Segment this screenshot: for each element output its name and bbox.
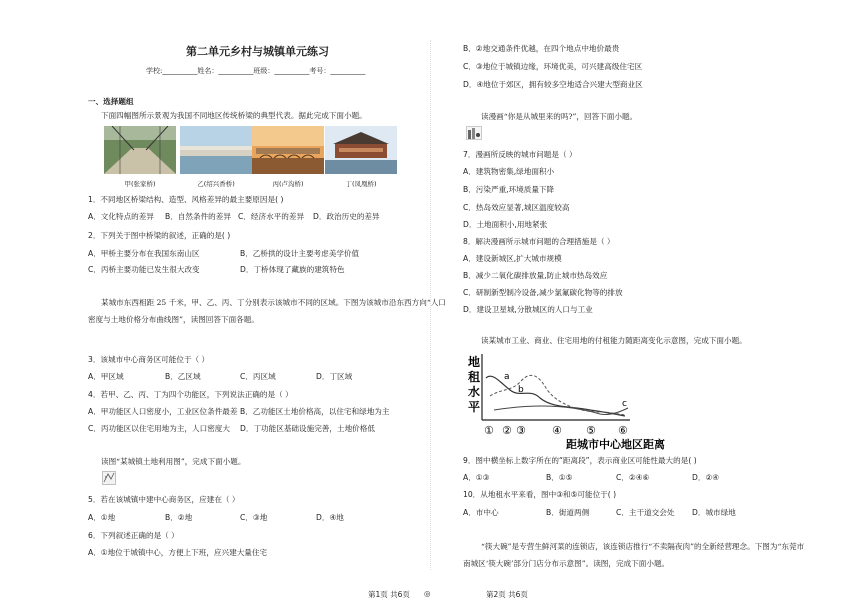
- y-label-char-3: 水: [468, 385, 481, 399]
- intro-cartoon: 读漫画“你是从城里来的吗?”，回答下面小题。: [481, 112, 638, 121]
- question-8-option-d[interactable]: D．建设卫星城,分散城区的人口与工业: [463, 305, 593, 314]
- question-2-option-c[interactable]: C．丙桥主要功能已发生很大改变: [88, 265, 200, 274]
- bridge-photo-bing: [252, 126, 324, 174]
- intro-city-line1: 某城市东西相距 25 千米，甲、乙、丙、丁分别表示该城市不同的区域。下图为该城市沿东西方向“人口: [101, 298, 446, 307]
- question-3-option-d[interactable]: D．丁区域: [316, 372, 353, 381]
- x-tick-1: ①: [484, 424, 494, 437]
- question-10-option-b[interactable]: B．街道两侧: [546, 508, 590, 517]
- bid-rent-diagram: [460, 352, 690, 450]
- question-2-option-d[interactable]: D．丁桥体现了藏族的建筑特色: [240, 265, 345, 274]
- question-3-option-a[interactable]: A．甲区域: [88, 372, 124, 381]
- question-5-option-c[interactable]: C．③地: [240, 513, 268, 522]
- question-7-stem: 7．漫画所反映的城市问题是（ ）: [463, 150, 577, 159]
- question-7-option-c[interactable]: C．热岛效应显著,城区温度较高: [463, 203, 570, 212]
- curve-label-b: b: [518, 385, 524, 395]
- question-1-option-c[interactable]: C．经济水平的差异: [238, 212, 305, 221]
- page-title: 第二单元乡村与城镇单元练习: [186, 45, 329, 58]
- question-9-option-d[interactable]: D．②④: [692, 473, 720, 482]
- y-label-char-2: 租: [468, 370, 481, 384]
- question-1-option-b[interactable]: B．自然条件的差异: [165, 212, 231, 221]
- question-5-stem: 5．若在该城镇中建中心商务区，应建在（ ）: [88, 495, 240, 504]
- question-8-option-a[interactable]: A．建设新城区,扩大城市规模: [463, 254, 562, 263]
- question-4-option-d[interactable]: D．丁功能区基础设施完善，土地价格低: [240, 424, 375, 433]
- question-7-option-d[interactable]: D．土地面积小,用地紧张: [463, 220, 548, 229]
- intro-bridges: 下面四幅图所示景观为我国不同地区传统桥梁的典型代表。据此完成下面小题。: [101, 111, 367, 120]
- question-9-option-a[interactable]: A．①③: [463, 473, 490, 482]
- question-4-option-a[interactable]: A．甲功能区人口密度小，工业区位条件最差: [88, 407, 238, 416]
- question-10-stem: 10．从地租水平来看，图中③和⑤可能位于( ): [463, 490, 617, 499]
- question-6-option-a[interactable]: A．①地位于城镇中心，方便上下班，应兴建大量住宅: [88, 548, 268, 557]
- question-8-stem: 8．解决漫画所示城市问题的合理措施是（ ）: [463, 237, 615, 246]
- cartoon-thumbnail-icon: [466, 125, 482, 139]
- photo-caption-jia: 甲(张家桥): [124, 180, 156, 188]
- land-use-map-thumbnail-icon: [102, 470, 116, 484]
- question-2-option-a[interactable]: A．甲桥主要分布在我国东南山区: [88, 249, 200, 258]
- page-number-right: 第2页 共6页: [486, 590, 528, 599]
- y-label-char-4: 平: [468, 400, 481, 414]
- question-6-stem: 6．下列叙述正确的是（ ）: [88, 531, 179, 540]
- question-6-option-d[interactable]: D．④地位于郊区，拥有较多空地适合兴建大型商业区: [463, 80, 643, 89]
- curve-b: [490, 375, 625, 415]
- question-4-stem: 4．若甲、乙、丙、丁为四个功能区，下列说法正确的是（ ）: [88, 390, 293, 399]
- question-1-stem: 1．不同地区桥梁结构、造型、风格差异的最主要原因是( ): [88, 195, 284, 204]
- question-2-option-b[interactable]: B．乙桥拱的设计主要考虑美学价值: [240, 249, 360, 258]
- question-7-option-a[interactable]: A．建筑物密集,绿地面积小: [463, 167, 555, 176]
- photo-caption-yi: 乙(绍兴香桥): [197, 180, 235, 188]
- intro-shop-line1: “筷大碗”是专营生鲜河菜的连锁店，该连锁店推行“不卖隔夜肉”的全新经营理念。下图为“东莞市: [481, 542, 805, 551]
- bridge-photo-jia: [104, 126, 176, 174]
- question-10-option-d[interactable]: D．城市绿地: [692, 508, 736, 517]
- x-tick-4: ④: [552, 424, 562, 437]
- intro-shop-line2: 南城区‘筷大碗’部分门店分布示意图”。读图，完成下面小题。: [463, 559, 670, 568]
- question-10-option-a[interactable]: A．市中心: [463, 508, 499, 517]
- binding-mark: ◎: [424, 589, 431, 598]
- question-3-option-c[interactable]: C．丙区域: [240, 372, 276, 381]
- question-9-stem: 9．图中横坐标上数字所在的“距离段”，表示商业区可能性最大的是( ): [463, 456, 697, 465]
- page-right: [430, 0, 860, 608]
- question-6-option-b[interactable]: B．②地交通条件优越，在四个地点中地价最贵: [463, 44, 620, 53]
- page-number-left: 第1页 共6页: [368, 590, 410, 599]
- x-tick-2: ②: [502, 424, 512, 437]
- question-8-option-c[interactable]: C．研制新型制冷设备,减少氯氟碳化物等的排放: [463, 288, 623, 297]
- photo-caption-ding: 丁(凤凰桥): [345, 180, 377, 188]
- question-9-option-c[interactable]: C．②④⑥: [616, 473, 650, 482]
- bridge-photo-yi: [180, 126, 252, 174]
- x-axis-label: 距城市中心地区距离: [566, 438, 665, 450]
- bridge-photo-ding: [325, 126, 397, 174]
- student-info-fields: 学校:__________姓名：__________班级：__________考号：__________: [146, 67, 366, 75]
- curve-a: [486, 376, 625, 416]
- x-tick-5: ⑤: [586, 424, 596, 437]
- question-10-option-c[interactable]: C．主干道交会处: [616, 508, 675, 517]
- intro-city-line2: 密度与土地价格分布曲线图”，读图回答下面各题。: [88, 315, 259, 324]
- question-4-option-c[interactable]: C．丙功能区以住宅用地为主，人口密度大: [88, 424, 230, 433]
- question-5-option-d[interactable]: D．④地: [316, 513, 344, 522]
- question-1-option-a[interactable]: A．文化特点的差异: [88, 212, 154, 221]
- curve-label-c: c: [622, 399, 627, 409]
- photo-caption-bing: 丙(卢沟桥): [272, 180, 304, 188]
- question-3-option-b[interactable]: B．乙区域: [165, 372, 201, 381]
- question-4-option-b[interactable]: B．乙功能区土地价格高，以住宅和绿地为主: [240, 407, 390, 416]
- question-6-option-c[interactable]: C．③地位于城镇边缘，环境优美，可兴建高级住宅区: [463, 62, 643, 71]
- question-5-option-a[interactable]: A．①地: [88, 513, 116, 522]
- question-3-stem: 3．该城市中心商务区可能位于（ ）: [88, 355, 210, 364]
- question-1-option-d[interactable]: D．政治历史的差异: [313, 212, 380, 221]
- question-9-option-b[interactable]: B．①⑤: [546, 473, 573, 482]
- curve-label-a: a: [504, 372, 510, 382]
- intro-land-use: 读图“某城镇土地利用图”，完成下面小题。: [101, 457, 246, 466]
- question-2-stem: 2．下列关于图中桥梁的叙述，正确的是( ): [88, 231, 231, 240]
- question-5-option-b[interactable]: B．②地: [165, 513, 193, 522]
- y-label-char-1: 地: [468, 355, 481, 369]
- section-heading: 一、选择题组: [88, 97, 134, 106]
- intro-bid-rent: 读某城市工业、商业、住宅用地的付租能力随距离变化示意图，完成下面小题。: [481, 336, 747, 345]
- question-8-option-b[interactable]: B．减少二氧化碳排放量,防止城市热岛效应: [463, 271, 608, 280]
- x-tick-3: ③: [516, 424, 526, 437]
- x-tick-6: ⑥: [618, 424, 628, 437]
- question-7-option-b[interactable]: B．污染严重,环境质量下降: [463, 185, 555, 194]
